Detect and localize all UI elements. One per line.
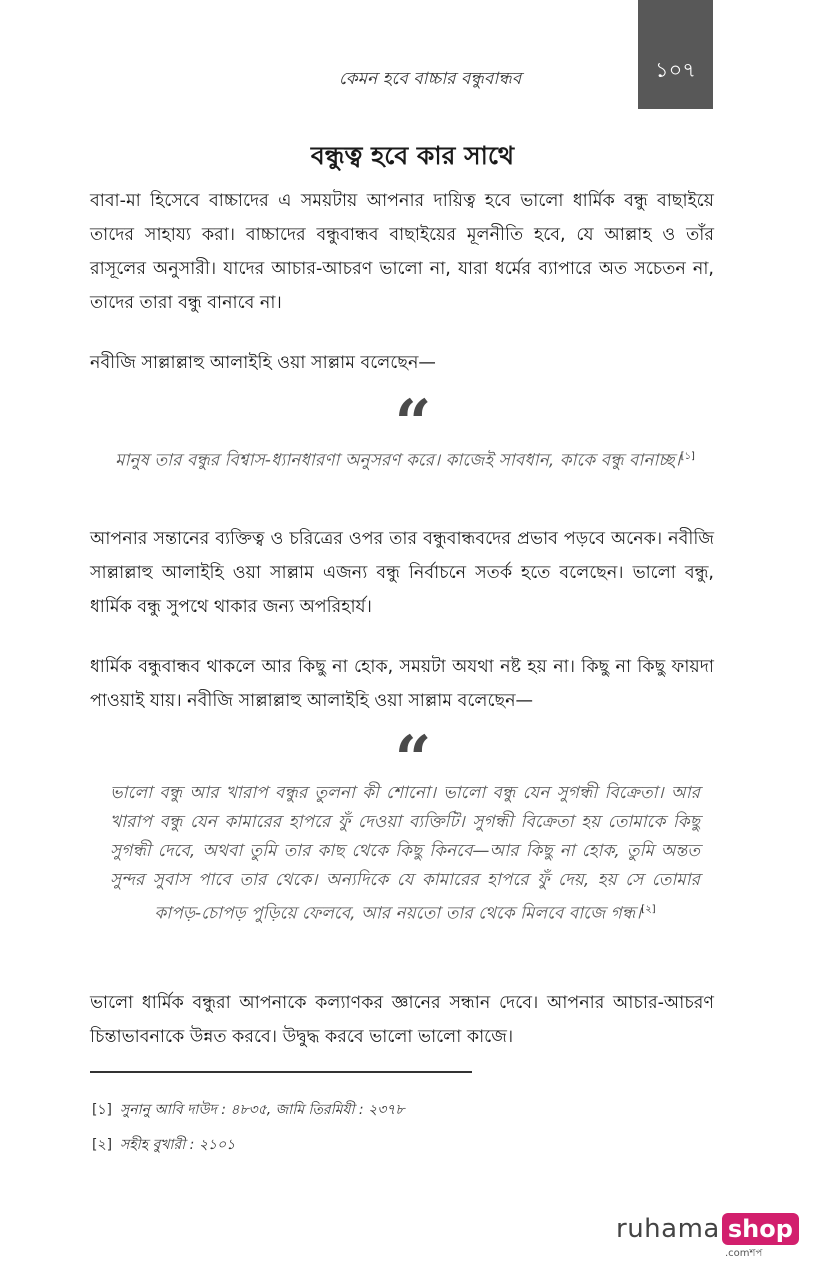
brand-suffix: .comশপ bbox=[725, 1248, 763, 1259]
footnote-ref[interactable]: [১] bbox=[680, 451, 695, 462]
page-number: ১০৭ bbox=[655, 58, 696, 82]
page-number-tab bbox=[638, 0, 713, 109]
footnote-source: সহীহ বুখারী : ২১০১ bbox=[120, 1137, 236, 1153]
paragraph: নবীজি সাল্লাল্লাহু আলাইহি ওয়া সাল্লাম বলেছেন— bbox=[90, 353, 436, 373]
paragraph: ভালো ধার্মিক বন্ধুরা আপনাকে কল্যাণকর জ্ঞানের সন্ধান দেবে। আপনার আচার-আচরণ চিন্তাভাবনাকে উন্নত করবে। উদ্বুদ্ধ করবে ভালো ভালো কাজে। bbox=[90, 993, 714, 1047]
footnote-ref[interactable]: [২] bbox=[641, 904, 656, 915]
brand-shop-badge: shop bbox=[722, 1213, 799, 1245]
footnote-number: [২] bbox=[92, 1137, 113, 1153]
paragraph: ধার্মিক বন্ধুবান্ধব থাকলে আর কিছু না হোক, সময়টা অযথা নষ্ট হয় না। কিছু না কিছু ফায়দা পাওয়াই যায়। নবীজি সাল্লাল্লাহু আলাইহি ওয়া সাল্লাম বলেছেন— bbox=[90, 657, 714, 711]
footnote-source: সুনানু আবি দাউদ : ৪৮৩৫, জামি তিরমিযী : ২৩৭৮ bbox=[120, 1102, 405, 1118]
brand-logo bbox=[616, 1212, 799, 1246]
quote-mark-icon: “ bbox=[394, 722, 426, 797]
running-title: কেমন হবে বাচ্চার বন্ধুবান্ধব bbox=[338, 69, 522, 89]
quote-text: মানুষ তার বন্ধুর বিশ্বাস-ধ্যানধারণা অনুসরণ করে। কাজেই সাবধান, কাকে বন্ধু বানাচ্ছ। bbox=[115, 450, 681, 471]
hadith-quote bbox=[110, 442, 700, 476]
hadith-quote bbox=[110, 779, 700, 929]
paragraph: আপনার সন্তানের ব্যক্তিত্ব ও চরিত্রের ওপর তার বন্ধুবান্ধবদের প্রভাব পড়বে অনেক। নবীজি সাল্লাল্লাহু আলাইহি ওয়া সাল্লাম এজন্য বন্ধু নির্বাচনে সতর্ক হতে বলেছেন। ভালো বন্ধু, ধার্মিক বন্ধু সুপথে থাকার জন্য অপরিহার্য। bbox=[90, 529, 714, 617]
brand-name: ruhama bbox=[616, 1214, 720, 1244]
footnote-number: [১] bbox=[92, 1102, 113, 1118]
footnote-divider bbox=[90, 1071, 472, 1073]
quote-text: ভালো বন্ধু আর খারাপ বন্ধুর তুলনা কী শোনো। ভালো বন্ধু যেন সুগন্ধী বিক্রেতা। আর খারাপ বন্ধু যেন কামারের হাপরে ফুঁ দেওয়া ব্যক্তিটি। সুগন্ধী বিক্রেতা হয় তোমাকে কিছু সুগন্ধী দেবে, অথবা তুমি তার কাছ থেকে কিছু কিনবে—আর কিছু না হোক, তুমি অন্তত সুন্দর সুবাস পাবে তার থেকে। অন্যদিকে যে কামারের হাপরে ফুঁ দেয়, হয় সে তোমার কাপড়-চোপড় পুড়িয়ে ফেলবে, আর নয়তো তার থেকে মিলবে বাজে গন্ধ। bbox=[110, 783, 700, 924]
footnote bbox=[92, 1098, 405, 1122]
footnote bbox=[92, 1133, 235, 1157]
paragraph: বাবা-মা হিসেবে বাচ্চাদের এ সময়টায় আপনার দায়িত্ব হবে ভালো ধার্মিক বন্ধু বাছাইয়ে তাদের সাহায্য করা। বাচ্চাদের বন্ধুবান্ধব বাছাইয়ের মূলনীতি হবে, যে আল্লাহ ও তাঁর রাসূলের অনুসারী। যাদের আচার-আচরণ ভালো না, যারা ধর্মের ব্যাপারে অত সচেতন না, তাদের তারা বন্ধু বানাবে না। bbox=[90, 191, 714, 313]
quote-mark-icon: “ bbox=[394, 386, 426, 461]
section-title: বন্ধুত্ব হবে কার সাথে bbox=[310, 141, 515, 170]
